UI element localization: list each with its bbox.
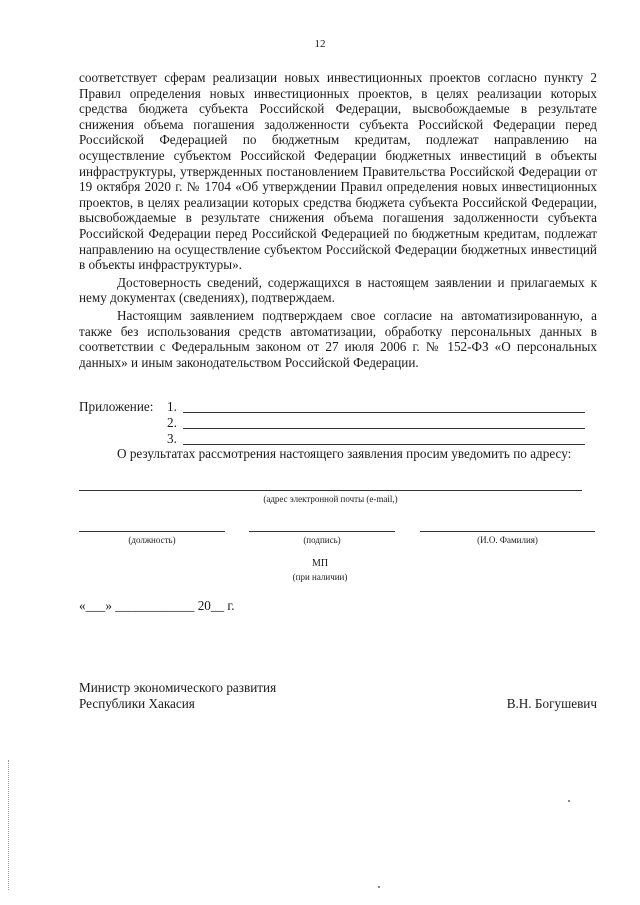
attachment-number: 1.: [167, 399, 177, 414]
attachments-label: Приложение:: [79, 399, 154, 414]
attachment-blank-line: [183, 412, 585, 413]
paragraph-continuation: соответствует сферам реализации новых инвестиционных проектов согласно пункту 2 Правил определения новых инвестиционных проектов, в целях реализации которых средства бюджета субъекта Российской Федерации, высвобождаемые в результате снижения объема погашения задолженности субъекта Российской Федерации перед Российской Федерацией по бюджетным кредитам, подлежат направлению на осуществление субъектом Российской Федерации бюджетных инвестиций в объекты инфраструктуры, утвержденных постановлением Правительства Российской Федерации от 19 октября 2020 г. № 1704 «Об утверждении Правил определения новых инвестиционных проектов, в целях реализации которых средства бюджета субъекта Российской Федерации, высвобождаемые в результате снижения объема погашения задолженности субъекта Российской Федерации перед Российской Федерацией по бюджетным кредитам, подлежат направлению на осуществление субъектом Российской Федерации бюджетных инвестиций в объекты инфраструктуры».: [79, 70, 597, 273]
stamp-label: МП: [311, 558, 329, 569]
name-caption: (И.О. Фамилия): [477, 535, 538, 545]
email-blank-line: [79, 490, 582, 491]
position-blank-line: [79, 531, 225, 532]
email-caption: (адрес электронной почты (e-mail,): [263, 494, 398, 504]
attachments-block: [79, 399, 597, 447]
attachment-number: 3.: [167, 431, 177, 446]
minister-title: [79, 680, 276, 712]
paragraph-reliability: Достоверность сведений, содержащихся в настоящем заявлении и прилагаемых к нему документах (сведениях), подтверждаем.: [79, 274, 597, 306]
position-caption: (должность): [128, 535, 176, 545]
minister-title-line: Министр экономического развития: [79, 680, 277, 695]
attachment-row: [79, 431, 597, 447]
attachment-number: 2.: [167, 415, 177, 430]
notification-request: О результатах рассмотрения настоящего заявления просим уведомить по адресу:: [117, 446, 572, 461]
signature-blank-line: [249, 531, 395, 532]
attachment-row: [79, 399, 597, 415]
attachment-blank-line: [183, 428, 585, 429]
minister-name: В.Н. Богушевич: [506, 696, 597, 711]
paragraph-consent: Настоящим заявлением подтверждаем свое согласие на автоматизированную, а также без использования средств автоматизации, обработку персональных данных в соответствии с Федеральным законом от 27 июля 2006 г. № 152-ФЗ «О персональных данных» и иным законодательством Российской Федерации.: [79, 307, 597, 370]
scan-speck: [568, 800, 570, 802]
date-line: «___» ____________ 20__ г.: [79, 598, 235, 613]
scan-artifact: [8, 760, 10, 890]
scan-speck: [378, 886, 380, 888]
name-blank-line: [420, 531, 595, 532]
attachment-row: [79, 415, 597, 431]
attachment-blank-line: [183, 444, 585, 445]
signature-caption: (подпись): [303, 535, 341, 545]
minister-title-line: Республики Хакасия: [79, 696, 195, 711]
stamp-note: (при наличии): [292, 572, 348, 582]
document-body: [79, 70, 597, 370]
page-number: 12: [314, 38, 326, 50]
